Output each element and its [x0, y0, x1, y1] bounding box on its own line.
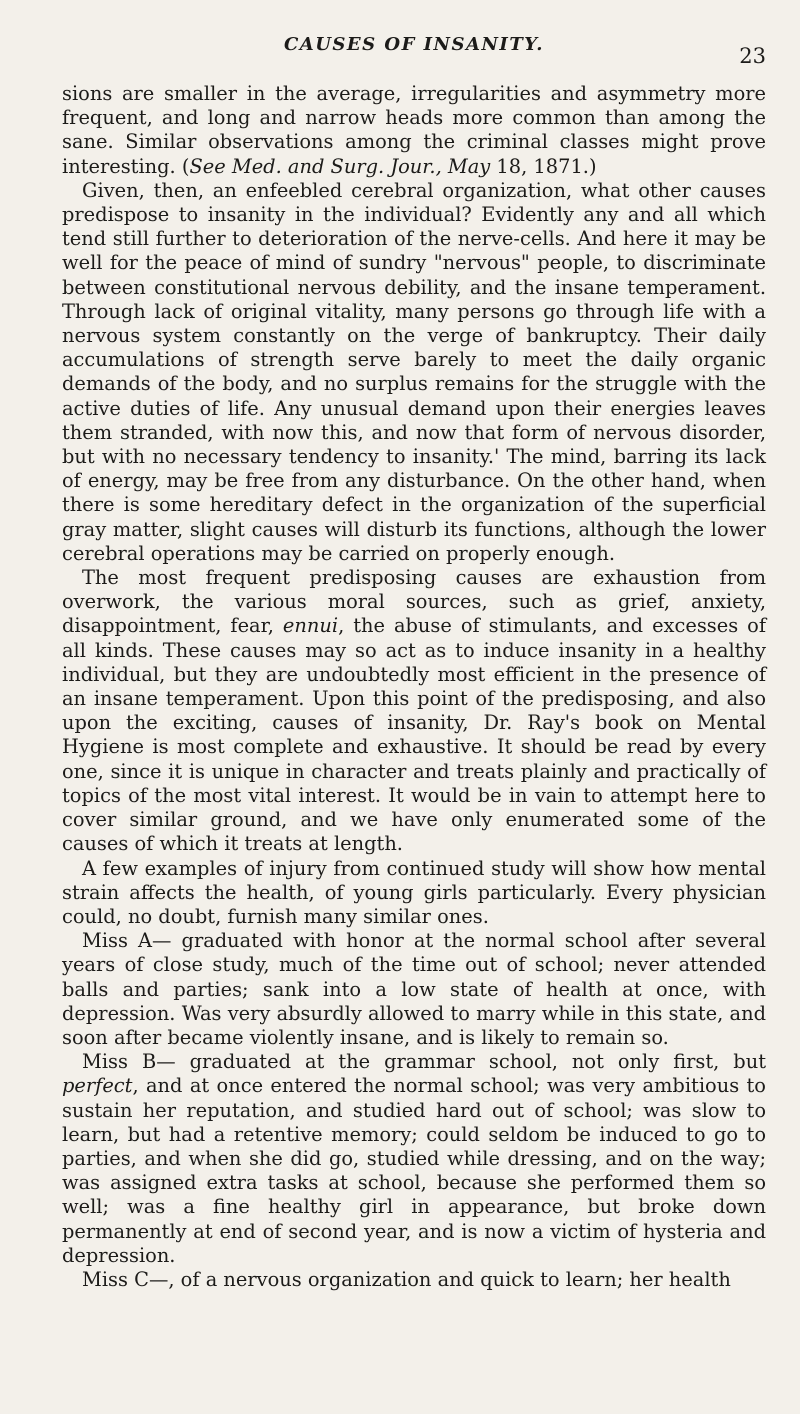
text-run: sions are smaller in the average, irregularities and asymmetry more frequent, and long and narrow heads more common than among the sane. Similar observations among the criminal classes might prove interesting. ( — [62, 82, 766, 178]
body-text — [62, 82, 766, 1292]
text-run: 18, 1871.) — [490, 154, 597, 178]
citation-italic: See Med. and Surg. Jour., May — [189, 154, 491, 178]
text-run: A few examples of injury from continued study will show how mental strain affects the health, of young girls particularly. Every physician could, no doubt, furnish many similar ones. — [62, 856, 766, 928]
text-run: The most frequent predisposing causes are exhaustion from overwork, the various moral sources, such as grief, anxiety, disappointment, fear, — [62, 566, 766, 638]
text-run: , the abuse of stimulants, and excesses of all kinds. These causes may so act as to induce insanity in a healthy individual, but they are undoubtedly most efficient in the presence of an insane temperament. Upon this point of the predisposing, and also upon the exciting, causes of insanity, Dr. Ray's book on Mental Hygiene is most complete and exhaustive. It should be read by every one, since it is unique in character and treats plainly and practically of topics of the most vital interest. It would be in vain to attempt here to cover similar ground, and we have only enumerated some of the causes of which it treats at length. — [62, 614, 766, 856]
text-run: Miss C—, of a nervous organization and quick to learn; her health — [82, 1267, 731, 1291]
paragraph-p3 — [62, 566, 766, 856]
paragraph-p6 — [62, 1050, 766, 1268]
paragraph-p2 — [62, 179, 766, 566]
text-run: Miss A— graduated with honor at the normal school after several years of close study, much of the time out of school; never attended balls and parties; sank into a low state of health at once, with depression. Was very absurdly allowed to marry while in this state, and soon after became violently insane, and is likely to remain so. — [62, 929, 766, 1049]
paragraph-p1 — [62, 82, 766, 179]
text-run: Given, then, an enfeebled cerebral organization, what other causes predispose to insanity in the individual? Evidently any and all which tend still further to deterioration of the nerve-cells. And here it may be well for the peace of mind of sundry "nervous" people, to discriminate between constitutional nervous debility, and the insane temperament. Through lack of original vitality, many persons go through life with a nervous system constantly on the verge of bankruptcy. Their daily accumulations of strength serve barely to meet the daily organic demands of the body, and no surplus remains for the struggle with the active duties of life. Any unusual demand upon their energies leaves them stranded, with now this, and now that form of nervous disorder, but with no necessary tendency to insanity.' The mind, barring its lack of energy, may be free from any disturbance. On the other hand, when there is some hereditary defect in the organization of the superficial gray matter, slight causes will disturb its functions, although the lower cerebral operations may be carried on properly enough. — [62, 178, 766, 565]
running-title: CAUSES OF INSANITY. — [283, 34, 545, 55]
paragraph-p7 — [62, 1268, 766, 1292]
running-head — [62, 34, 766, 82]
page-number: 23 — [739, 44, 766, 68]
paragraph-p4 — [62, 857, 766, 930]
text-run: Miss B— graduated at the grammar school, not only first, but — [82, 1050, 766, 1074]
text-run: , and at once entered the normal school; was very ambitious to sustain her reputation, and studied hard out of school; was slow to learn, but had a retentive memory; could seldom be induced to go to parties, and when she did go, studied while dressing, and on the way; was assigned extra tasks at school, because she performed them so well; was a fine healthy girl in appearance, but broke down permanently at end of second year, and is now a victim of hysteria and depression. — [62, 1074, 766, 1267]
italic-term: ennui — [282, 614, 339, 638]
paragraph-p5 — [62, 929, 766, 1050]
italic-term: perfect — [62, 1074, 133, 1098]
